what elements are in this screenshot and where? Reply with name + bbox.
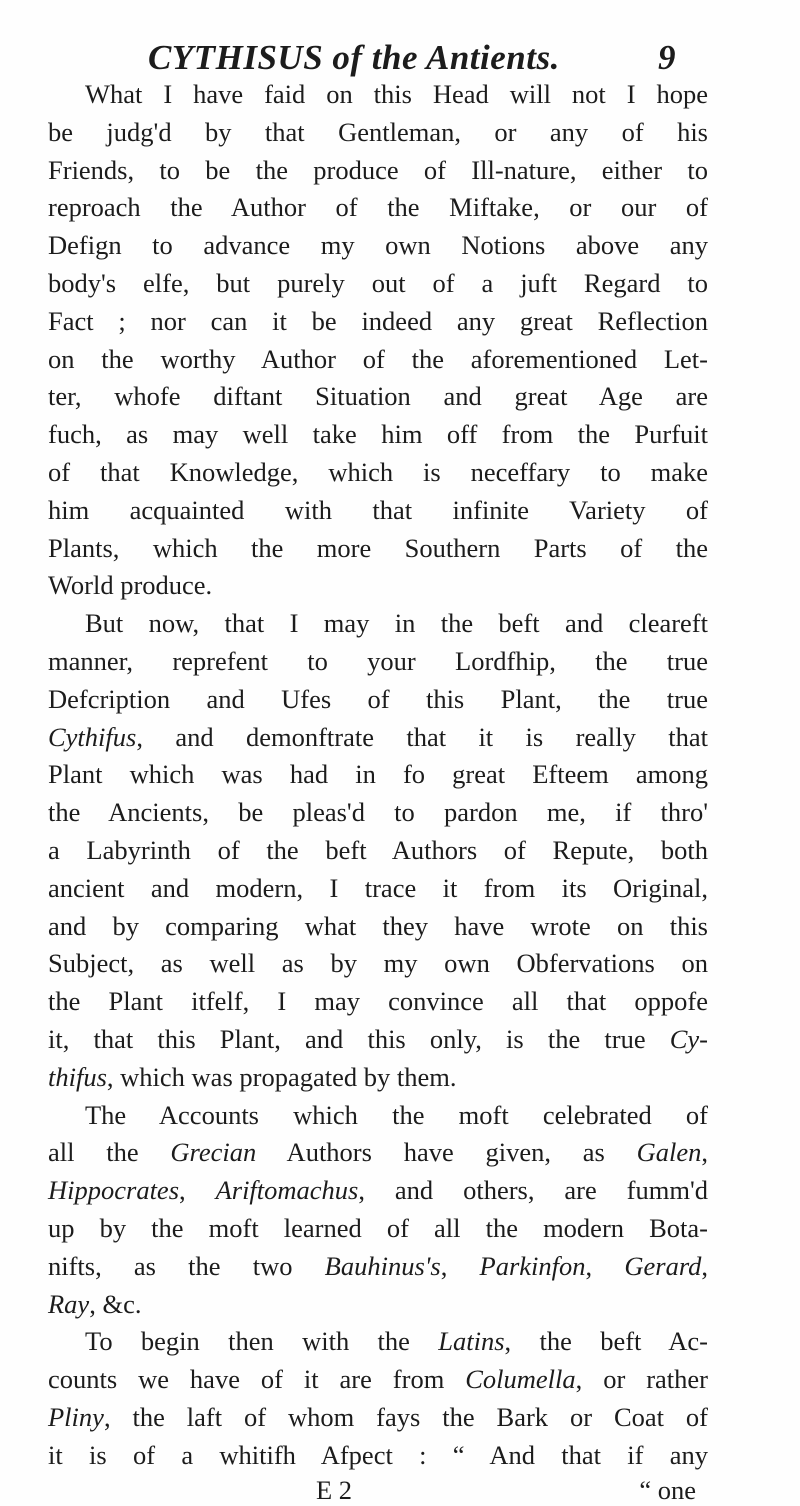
text-line: The Accounts which the moft celebrated of	[85, 1099, 708, 1130]
page-footer	[48, 1474, 708, 1506]
page-number: 9	[658, 38, 676, 77]
text-line: be judg'd by that Gentleman, or any of his	[48, 116, 708, 147]
text-line: World produce.	[48, 570, 213, 601]
text-line: To begin then with the Latins, the beft Ac-	[85, 1326, 708, 1357]
text-line: him acquainted with that infinite Variety of	[48, 494, 708, 525]
text-line: What I have faid on this Head will not I hope	[85, 79, 708, 109]
running-title: CYTHISUS of the Antients.	[148, 38, 560, 77]
text-line: Friends, to be the produce of Ill-nature, either to	[48, 154, 708, 185]
text-line: Ray, &c.	[48, 1288, 142, 1319]
text-line: ter, whofe diftant Situation and great Age are	[48, 381, 708, 412]
text-line: up by the moft learned of all the modern Bota-	[48, 1212, 708, 1243]
text-line: Plants, which the more Southern Parts of the	[48, 532, 708, 563]
text-line: Pliny, the laft of whom fays the Bark or Coat of	[48, 1401, 708, 1432]
text-line: Defcription and Ufes of this Plant, the true	[48, 683, 708, 714]
text-line: thifus, which was propagated by them.	[48, 1061, 457, 1092]
text-line: Fact ; nor can it be indeed any great Reflection	[48, 305, 708, 336]
catchword: “ one	[639, 1475, 696, 1506]
text-line: body's elfe, but purely out of a juft Regard to	[48, 267, 708, 298]
text-line: a Labyrinth of the beft Authors of Repute, both	[48, 834, 708, 865]
text-line: it, that this Plant, and this only, is the true Cy-	[48, 1023, 708, 1054]
text-line: Defign to advance my own Notions above any	[48, 230, 708, 261]
text-line: ancient and modern, I trace it from its Original,	[48, 872, 708, 903]
signature-mark: E 2	[316, 1475, 353, 1506]
text-line: counts we have of it are from Columella, or rather	[48, 1364, 708, 1395]
text-line: manner, reprefent to your Lordfhip, the true	[48, 645, 708, 676]
text-line: Plant which was had in fo great Efteem among	[48, 759, 708, 790]
text-line: Cythifus, and demonftrate that it is really that	[48, 721, 708, 752]
text-line: fuch, as may well take him off from the Purfuit	[48, 419, 708, 450]
text-line: of that Knowledge, which is neceffary to make	[48, 456, 708, 487]
text-line: all the Grecian Authors have given, as Galen,	[48, 1137, 708, 1168]
text-line: on the worthy Author of the aforementioned Let-	[48, 343, 708, 374]
text-line: and by comparing what they have wrote on this	[48, 910, 708, 941]
text-line: the Plant itfelf, I may convince all that oppofe	[48, 986, 708, 1017]
text-line: the Ancients, be pleas'd to pardon me, if thro'	[48, 797, 708, 828]
text-line: reproach the Author of the Miftake, or our of	[48, 192, 708, 223]
text-line: it is of a whitifh Afpect : “ And that if any	[48, 1439, 708, 1470]
text-line: Hippocrates, Ariftomachus, and others, are fumm'd	[48, 1175, 708, 1206]
text-line: But now, that I may in the beft and cleareft	[85, 608, 708, 639]
body-text	[48, 76, 708, 1506]
text-line: Subject, as well as by my own Obfervations on	[48, 948, 708, 979]
text-line: nifts, as the two Bauhinus's, Parkinfon, Gerard,	[48, 1250, 709, 1281]
